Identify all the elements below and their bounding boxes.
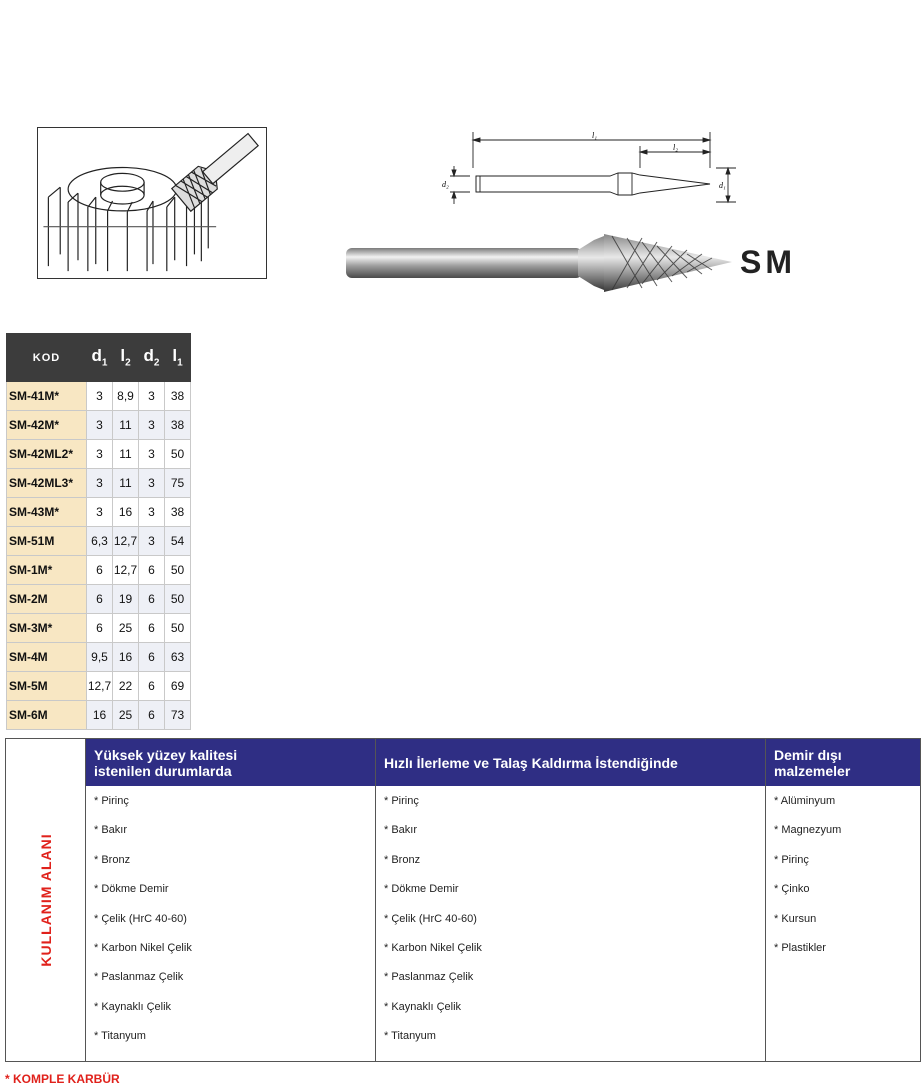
product-code-label: SM — [740, 244, 796, 280]
table-row: SM-6M 16 25 6 73 — [7, 701, 191, 730]
usage-column-header: Yüksek yüzey kalitesi istenilen durumlarda — [86, 739, 375, 786]
list-item: * Çelik (HrC 40-60) — [384, 912, 477, 925]
label-l2: l₂ — [673, 143, 679, 152]
list-item: * Paslanmaz Çelik — [384, 971, 474, 984]
list-item: * Magnezyum — [774, 824, 842, 837]
list-item: * Kursun — [774, 912, 817, 925]
list-item: * Pirinç — [774, 853, 809, 866]
tool-photo — [342, 228, 740, 298]
table-row: SM-41M* 3 8,9 3 38 — [7, 382, 191, 411]
list-item: * Kaynaklı Çelik — [94, 1000, 172, 1013]
list-item: * Plastikler — [774, 941, 826, 954]
list-item: * Çinko — [774, 883, 810, 896]
list-item: * Titanyum — [384, 1030, 436, 1043]
table-row: SM-3M* 6 25 6 50 — [7, 614, 191, 643]
list-item: * Karbon Nikel Çelik — [94, 941, 192, 954]
table-row: SM-43M* 3 16 3 38 — [7, 498, 191, 527]
label-d1: d₁ — [719, 181, 726, 190]
list-item: * Kaynaklı Çelik — [384, 1000, 462, 1013]
usage-item-list — [86, 786, 375, 1057]
usage-side-label-cell — [6, 739, 86, 1061]
list-item: * Titanyum — [94, 1030, 146, 1043]
usage-column-surface-quality — [86, 739, 376, 1061]
header-d1: $d_1$ — [87, 334, 113, 382]
label-d2: d₂ — [442, 180, 449, 189]
header-l1: $l_1$ — [165, 334, 191, 382]
dimension-diagram — [440, 128, 740, 213]
application-illustration — [37, 127, 267, 279]
usage-item-list — [766, 786, 920, 968]
list-item: * Çelik (HrC 40-60) — [94, 912, 187, 925]
header-l2: $l_2$ — [113, 334, 139, 382]
table-row: SM-42M* 3 11 3 38 — [7, 411, 191, 440]
list-item: * Alüminyum — [774, 795, 836, 807]
header-d2: $d_2$ — [139, 334, 165, 382]
usage-column-non-ferrous — [766, 739, 920, 1061]
table-row: SM-5M 12,7 22 6 69 — [7, 672, 191, 701]
list-item: * Bakır — [384, 824, 418, 837]
list-item: * Pirinç — [94, 795, 129, 807]
usage-column-header: Hızlı İlerleme ve Talaş Kaldırma İstendiğinde — [376, 739, 765, 786]
table-row: SM-4M 9,5 16 6 63 — [7, 643, 191, 672]
usage-side-label: KULLANIM ALANI — [37, 833, 54, 967]
list-item: * Paslanmaz Çelik — [94, 971, 184, 984]
table-row: SM-42ML2* 3 11 3 50 — [7, 440, 191, 469]
usage-column-header: Demir dışı malzemeler — [766, 739, 920, 786]
usage-item-list — [376, 786, 765, 1057]
usage-column-fast-feed — [376, 739, 766, 1061]
table-row: SM-2M 6 19 6 50 — [7, 585, 191, 614]
burr-application-drawing — [38, 128, 266, 278]
label-l1: l₁ — [592, 131, 598, 140]
table-row: SM-42ML3* 3 11 3 75 — [7, 469, 191, 498]
table-row: SM-1M* 6 12,7 6 50 — [7, 556, 191, 585]
list-item: * Dökme Demir — [94, 883, 169, 896]
usage-area-table — [5, 738, 921, 1062]
list-item: * Bakır — [94, 824, 128, 837]
spec-table — [6, 333, 191, 730]
list-item: * Bronz — [384, 853, 421, 866]
footnote-full-carbide: * KOMPLE KARBÜR — [5, 1072, 120, 1086]
list-item: * Karbon Nikel Çelik — [384, 941, 482, 954]
list-item: * Dökme Demir — [384, 883, 459, 896]
header-kod: KOD — [7, 334, 87, 382]
list-item: * Bronz — [94, 853, 131, 866]
table-row: SM-51M 6,3 12,7 3 54 — [7, 527, 191, 556]
list-item: * Pirinç — [384, 795, 419, 807]
